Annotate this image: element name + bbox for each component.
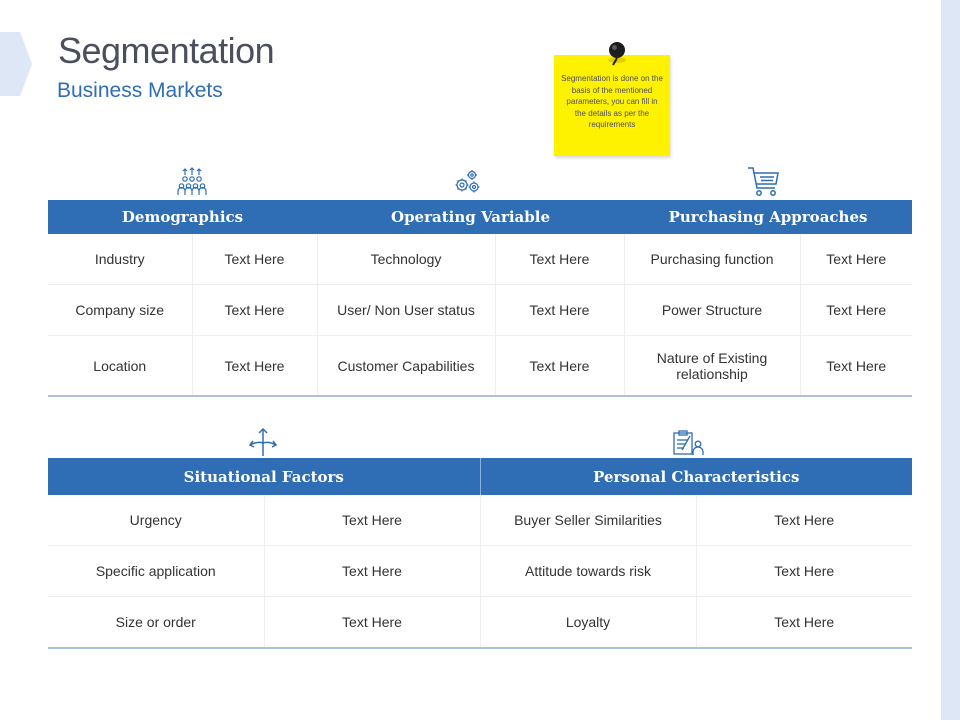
- split-arrows-icon: [247, 427, 279, 457]
- table-cell: Nature of Existing relationship: [624, 336, 800, 397]
- table-row: [48, 285, 912, 336]
- table-cell: Company size: [48, 285, 192, 336]
- table-cell: Text Here: [800, 234, 912, 285]
- people-group-icon: [177, 167, 207, 197]
- push-pin-icon: [606, 40, 628, 66]
- table-row: [48, 597, 912, 649]
- gears-icon: [453, 169, 483, 195]
- table-cell: Technology: [317, 234, 495, 285]
- table-cell: Industry: [48, 234, 192, 285]
- table-cell: Text Here: [826, 357, 887, 374]
- table-row: [48, 336, 912, 397]
- table-cell: Text Here: [264, 597, 480, 649]
- page-subtitle: Business Markets: [57, 79, 223, 102]
- table-cell: Size or order: [48, 597, 264, 649]
- table-cell: Text Here: [264, 495, 480, 546]
- table-cell: Text Here: [192, 234, 317, 285]
- shopping-cart-icon: [747, 166, 781, 198]
- table-cell: Purchasing function: [624, 234, 800, 285]
- table-cell: User/ Non User status: [317, 285, 495, 336]
- table-cell: Attitude towards risk: [480, 546, 696, 597]
- table-cell: Location: [48, 336, 192, 397]
- table-cell: Loyalty: [480, 597, 696, 649]
- side-accent-strip: [941, 0, 960, 720]
- header-purchasing-approaches: Purchasing Approaches: [624, 200, 912, 234]
- table-row: [48, 546, 912, 597]
- table-cell: Text Here: [495, 285, 624, 336]
- table-cell: Urgency: [48, 495, 264, 546]
- table-cell: Text Here: [774, 614, 835, 630]
- table-cell: Specific application: [48, 546, 264, 597]
- table-cell: Text Here: [696, 495, 912, 546]
- table-row: [48, 234, 912, 285]
- table-cell: Text Here: [192, 336, 317, 397]
- table-cell: Text Here: [495, 234, 624, 285]
- segmentation-table-secondary: [48, 458, 912, 649]
- page-title: Segmentation: [58, 30, 275, 71]
- table-cell: Customer Capabilities: [317, 336, 495, 397]
- table-cell: Power Structure: [624, 285, 800, 336]
- header-personal-characteristics: Personal Characteristics: [480, 458, 912, 495]
- clipboard-person-icon: [672, 430, 704, 456]
- segmentation-table-primary: [48, 200, 912, 397]
- table-cell: Buyer Seller Similarities: [480, 495, 696, 546]
- sticky-note: Segmentation is done on the basis of the mentioned parameters, you can fill in the details as per the requirements: [554, 55, 670, 156]
- title-arrow-marker: [0, 32, 32, 96]
- header-operating-variable: Operating Variable: [317, 200, 624, 234]
- table-cell: Text Here: [264, 546, 480, 597]
- header-situational-factors: Situational Factors: [48, 458, 480, 495]
- table-cell: Text Here: [800, 285, 912, 336]
- header-demographics: Demographics: [48, 200, 317, 234]
- table-cell: Text Here: [696, 546, 912, 597]
- table-cell: Text Here: [192, 285, 317, 336]
- table-row: [48, 495, 912, 546]
- table-cell: Text Here: [495, 336, 624, 397]
